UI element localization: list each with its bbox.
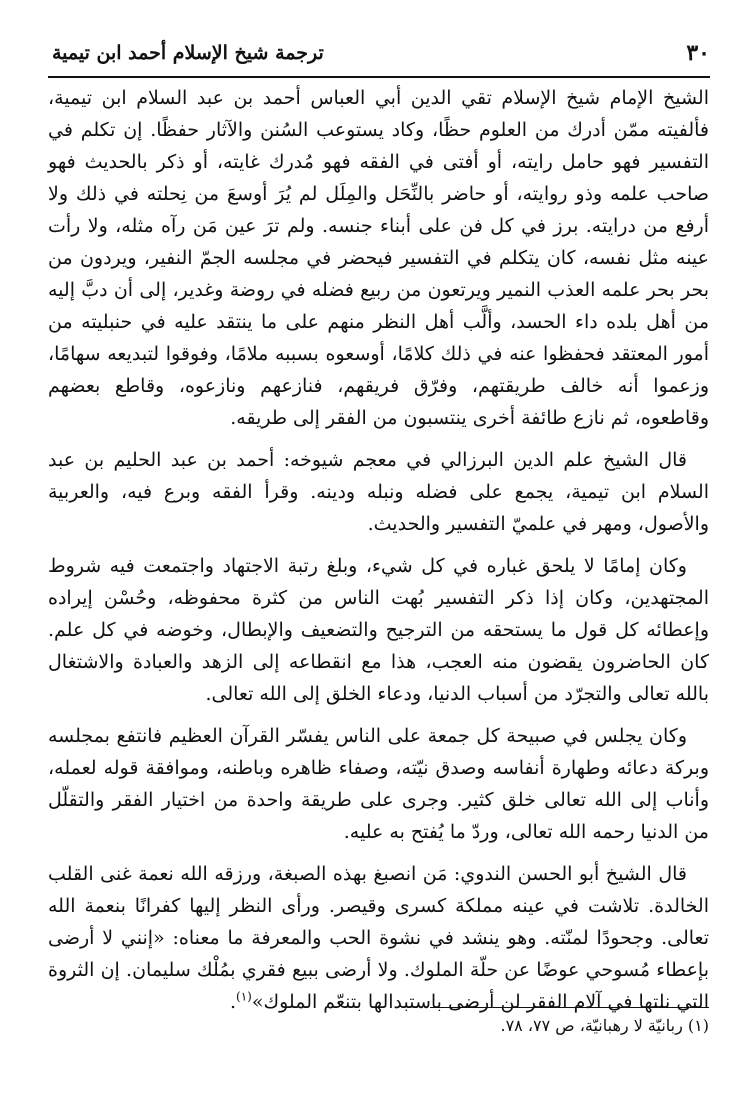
paragraph-3: وكان إمامًا لا يلحق غباره في كل شيء، وبلغ رتبة الاجتهاد واجتمعت فيه شروط المجتهدين، وكان إذا ذكر التفسير بُهت الناس من كثرة محفوظه، وحُسْن إيراده وإعطائه كل قول ما يستحقه من الترجيح والتضعيف والإبطال، وخوضه في كل علم. كان الحاضرون يقضون منه العجب، هذا مع انقطاعه إلى الزهد والعبادة والاشتغال بالله تعالى والتجرّد من أسباب الدنيا، ودعاء الخلق إلى الله تعالى. xyxy=(48,555,709,705)
page-number: ٣٠ xyxy=(686,40,710,66)
header-rule xyxy=(48,76,710,78)
footnote-rule xyxy=(430,1007,709,1008)
running-title: ترجمة شيخ الإسلام أحمد ابن تيمية xyxy=(52,42,324,64)
paragraph-5: قال الشيخ أبو الحسن الندوي: مَن انصبغ بهذه الصبغة، ورزقه الله نعمة غنى القلب الخالدة. تلاشت في عينه مملكة كسرى وقيصر. ورأى النظر إليها كفرانًا بنعمة الله تعالى. وجحودًا لمنّته. وهو ينشد في نشوة الحب والمعرفة ما معناه: «إنني لا أرضى بإعطاء مُسوحي عوضًا عن حلّة الملوك. ولا أرضى ببيع فقري بمُلْك سليمان. إن الثروة التي نلتها في آلام الفقر لن أرضى باستبدالها بتنعّم الملوك»$^{(١)}$. xyxy=(48,863,709,1013)
footnote-marker: (١) xyxy=(236,989,252,1004)
paragraph-2: قال الشيخ علم الدين البرزالي في معجم شيوخه: أحمد بن عبد الحليم بن عبد السلام ابن تيمية، يجمع على فضله ونبله ودينه. وقرأ الفقه وبرع فيه، والعربية والأصول، ومهر في علميّ التفسير والحديث. xyxy=(48,449,709,535)
main-text xyxy=(48,82,709,1028)
page-header xyxy=(48,36,710,78)
paragraph-5-text: قال الشيخ أبو الحسن الندوي: مَن انصبغ بهذه الصبغة، ورزقه الله نعمة غنى القلب الخالدة. تلاشت في عينه مملكة كسرى وقيصر. ورأى النظر إليها كفرانًا بنعمة الله تعالى. وجحودًا لمنّته. وهو ينشد في نشوة الحب والمعرفة ما معناه: «إنني لا أرضى بإعطاء مُسوحي عوضًا عن حلّة الملوك. ولا أرضى ببيع فقري بمُلْك سليمان. إن الثروة التي نلتها في آلام الفقر لن أرضى باستبدالها بتنعّم الملوك» xyxy=(48,863,709,1013)
paragraph-4: وكان يجلس في صبيحة كل جمعة على الناس يفسّر القرآن العظيم فانتفع بمجلسه وبركة دعائه وطهارة أنفاسه وصدق نيّته، وصفاء ظاهره وباطنه، وموافقة قوله لعمله، وأناب إلى الله تعالى خلق كثير. وجرى على طريقة واحدة من اختيار الفقر والتقلّل من الدنيا رحمه الله تعالى، وردّ ما يُفتح به عليه. xyxy=(48,725,709,843)
footnote: (١) ربانيّة لا رهبانيّة، ص ٧٧، ٧٨. xyxy=(500,1016,709,1035)
paragraph-1: الشيخ الإمام شيخ الإسلام تقي الدين أبي العباس أحمد بن عبد السلام ابن تيمية، فألفيته ممّن أدرك من العلوم حظًا، وكاد يستوعب السُنن والآثار حفظًا. إن تكلم في التفسير فهو حامل رايته، أو أفتى في الفقه فهو مُدرك غايته، أو ذكر بالحديث فهو صاحب علمه وذو روايته، أو حاضر بالنِّحَل والمِلَل لم يُرَ أوسعَ من نِحلته في ذلك ولا أرفع من درايته. برز في كل فن على أبناء جنسه. ولم ترَ عين مَن رآه مثله، ولا رأت عينه مثل نفسه، كان يتكلم في التفسير فيحضر في مجلسه الجمّ النفير، ويردون من بحر بحر علمه العذب النمير ويرتعون من ربيع فضله في روضة وغدير، إلى أن دبَّ إليه من أهل بلده داء الحسد، وألَّب أهل النظر منهم على ما ينتقد عليه في حنبليته من أمور المعتقد فحفظوا عنه في ذلك كلامًا، أوسعوه بسببه ملامًا، وفوقوا لتبديعه سهامًا، وزعموا أنه خالف طريقتهم، وفرّق فريقهم، فنازعهم ونازعوه، وقاطع بعضهم وقاطعوه، ثم نازع طائفة أخرى ينتسبون من الفقر إلى طريقه. xyxy=(48,87,709,429)
